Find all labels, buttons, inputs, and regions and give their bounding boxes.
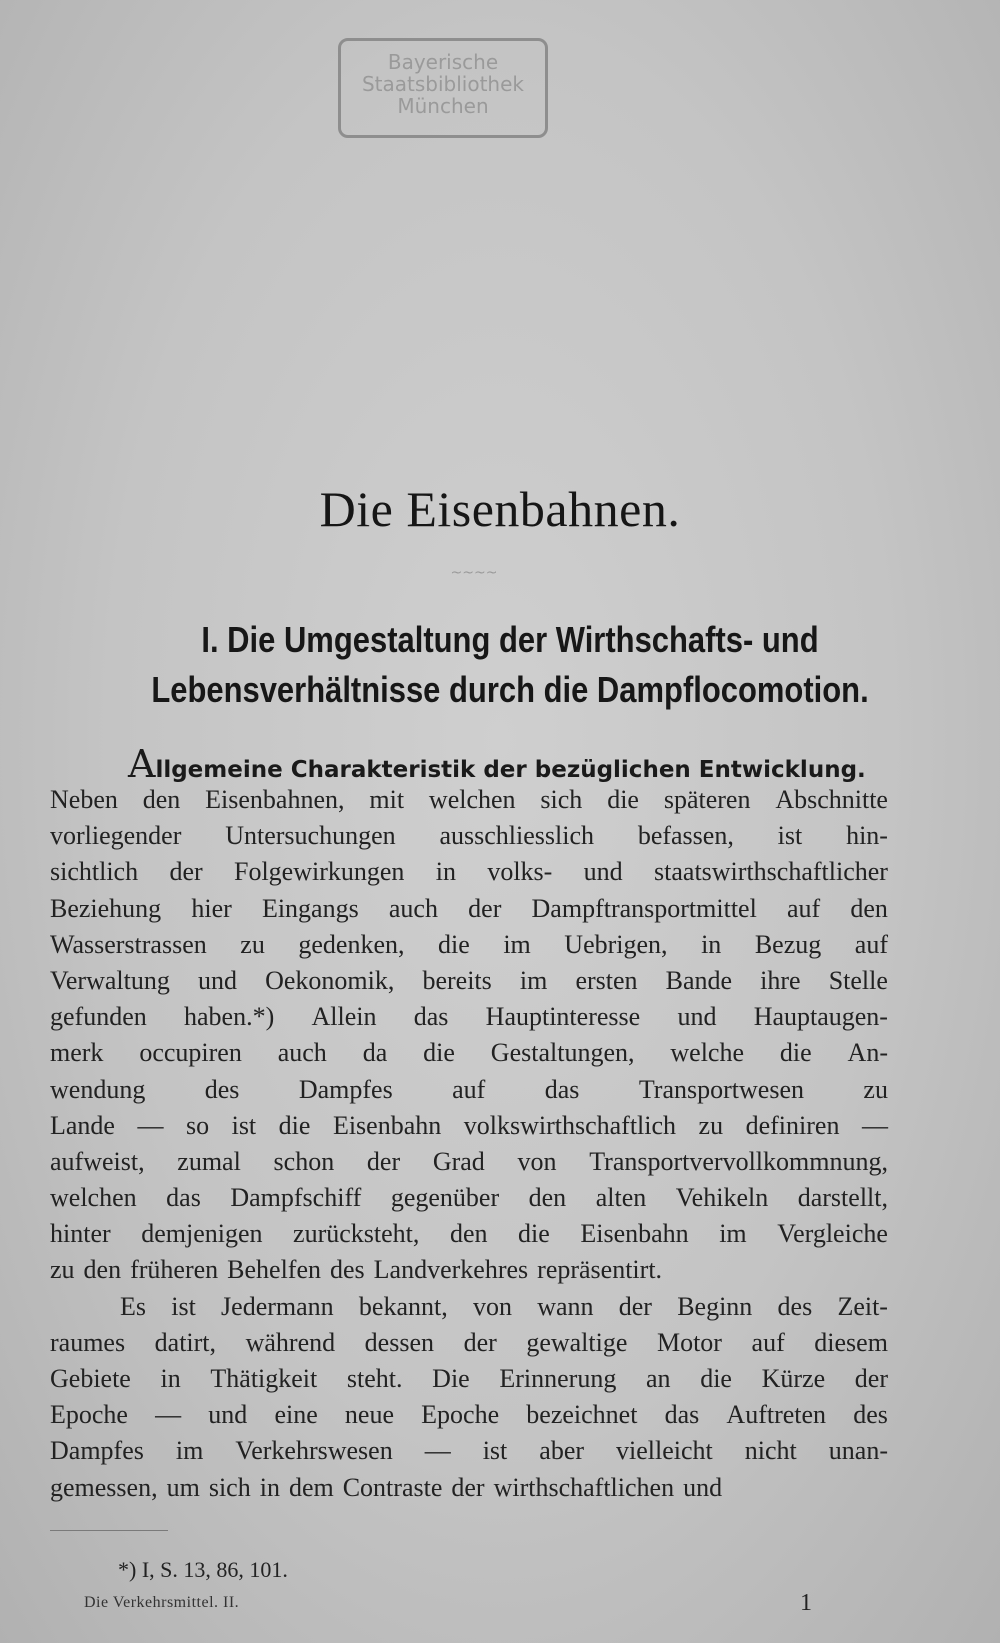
word: alten (595, 1183, 647, 1213)
word: im (519, 965, 548, 995)
word: und (677, 1002, 717, 1032)
word: aufweist, (50, 1146, 145, 1176)
word: des (853, 1400, 888, 1430)
word: Gebiete (50, 1364, 131, 1393)
word: haben.*) (184, 1002, 275, 1032)
word: Beginn (677, 1291, 753, 1321)
word: im (719, 1219, 747, 1249)
word: die (518, 1219, 550, 1249)
word: die (700, 1364, 732, 1393)
body-line (50, 999, 888, 1035)
word: sichtlich (50, 857, 139, 887)
footnote-rule (50, 1530, 168, 1531)
word: Epoche (421, 1400, 500, 1430)
stamp-line-2: Staatsbibliothek (361, 72, 524, 96)
word: ersten (575, 965, 638, 995)
word: definiren (745, 1110, 840, 1140)
body-text (50, 782, 888, 1506)
word: neue (344, 1400, 394, 1430)
word: der (618, 1291, 652, 1321)
word: sich (540, 785, 583, 814)
word: ist (482, 1436, 508, 1466)
word: volks- (487, 857, 553, 887)
word: Lande (50, 1110, 115, 1140)
word: Verkehrswesen (235, 1436, 393, 1466)
word: da (362, 1038, 388, 1068)
body-line (50, 891, 888, 927)
word: Transportwesen (638, 1074, 804, 1104)
word: das (544, 1074, 580, 1104)
word: aber (539, 1436, 585, 1466)
word: zu (698, 1110, 724, 1140)
word: Epoche (50, 1400, 128, 1430)
word: Bezug (754, 929, 822, 959)
word: Landverkehres (373, 1255, 529, 1285)
word: Wasserstrassen (50, 929, 207, 959)
word: früheren (130, 1255, 219, 1285)
section-heading-line-1: I. Die Umgestaltung der Wirthschafts- und (201, 619, 819, 660)
word: gewaltige (526, 1327, 628, 1357)
word: Es (120, 1291, 146, 1321)
word: Eisenbahnen, (205, 785, 345, 814)
word: Abschnitte (775, 785, 888, 814)
word: hinter (50, 1219, 111, 1249)
word: ist (171, 1291, 196, 1321)
word: der (169, 857, 203, 887)
library-stamp (338, 38, 548, 138)
word: Thätigkeit (210, 1364, 318, 1393)
word: gedenken, (298, 929, 405, 959)
word: bezeichnet (526, 1400, 638, 1430)
word: Uebrigen, (564, 929, 668, 959)
word: auf (452, 1074, 486, 1104)
word: des (777, 1291, 813, 1321)
word: an (646, 1364, 671, 1393)
word: des (330, 1255, 365, 1285)
word: Auftreten (726, 1400, 827, 1430)
signature-line: Die Verkehrsmittel. II. (84, 1594, 240, 1611)
word: und (683, 1472, 723, 1502)
word: Jedermann (221, 1291, 334, 1321)
word: raumes (50, 1327, 126, 1357)
word: dem (288, 1472, 334, 1502)
word: gemessen, (50, 1472, 158, 1502)
word: der (451, 1472, 485, 1502)
word: des (204, 1074, 240, 1104)
drop-initial: A (128, 742, 156, 786)
page-title: Die Eisenbahnen. (319, 481, 681, 537)
body-line (50, 1180, 888, 1216)
word: das (413, 1002, 449, 1032)
word: von (472, 1291, 512, 1321)
subsection-heading (128, 742, 928, 786)
page-number: 1 (800, 1590, 812, 1616)
word: den (449, 1219, 488, 1249)
body-line (50, 1144, 888, 1180)
word: Eisenbahn (580, 1219, 689, 1249)
word: bereits (422, 965, 492, 995)
word: welchen (428, 785, 516, 814)
word: das (664, 1400, 700, 1430)
word: hin- (846, 821, 888, 851)
word: Folgewirkungen (233, 857, 405, 887)
word: vorliegender (50, 821, 182, 851)
word: — (861, 1110, 888, 1140)
word: An- (847, 1038, 888, 1068)
word: gegenüber (390, 1183, 500, 1213)
body-line (50, 818, 888, 854)
word: den (142, 785, 181, 814)
word: auch (388, 893, 438, 923)
word: Grad (432, 1146, 485, 1176)
word: unan- (828, 1436, 888, 1466)
word: im (503, 929, 531, 959)
word: in (160, 1364, 181, 1393)
word: Behelfen (227, 1255, 321, 1285)
word: und (197, 965, 237, 995)
body-line (50, 963, 888, 999)
word: Beziehung (50, 893, 162, 923)
word: die (278, 1110, 311, 1140)
body-line (50, 1035, 888, 1071)
word: ausschliesslich (439, 821, 594, 851)
subsection-heading-text: llgemeine Charakteristik der bezüglichen Entwicklung. (155, 757, 866, 783)
word: occupiren (139, 1038, 242, 1068)
word: den (528, 1183, 567, 1213)
word: wendung (50, 1074, 146, 1104)
word: der (468, 893, 502, 923)
body-line (50, 927, 888, 963)
word: hier (191, 893, 232, 923)
section-heading (114, 615, 905, 715)
word: Hauptinteresse (485, 1002, 641, 1032)
body-line (50, 1252, 888, 1288)
word: nicht (744, 1436, 797, 1466)
word: Hauptaugen- (753, 1002, 888, 1032)
word: schon (273, 1146, 335, 1176)
word: den (850, 893, 888, 923)
word: zurücksteht, (293, 1219, 420, 1249)
word: von (517, 1146, 557, 1176)
stamp-line-3: München (397, 94, 489, 118)
word: während (245, 1327, 336, 1357)
word: den (83, 1255, 122, 1285)
word: so (185, 1110, 210, 1140)
word: Verwaltung (50, 965, 170, 995)
word: zu (240, 929, 265, 959)
word: welche (670, 1038, 744, 1068)
word: staatswirthschaftlicher (654, 857, 888, 887)
body-line (50, 854, 888, 890)
word: sich (208, 1472, 251, 1502)
word: befassen, (637, 821, 734, 851)
word: bekannt, (358, 1291, 448, 1321)
word: — (424, 1436, 451, 1466)
footnote: *) I, S. 13, 86, 101. (118, 1557, 288, 1582)
word: wann (537, 1291, 594, 1321)
word: wirthschaftlichen (493, 1472, 675, 1502)
section-heading-line-2: Lebensverhältnisse durch die Dampflocomotion. (151, 669, 869, 710)
word: die (779, 1038, 812, 1068)
word: auch (277, 1038, 327, 1068)
word: Bande (665, 965, 733, 995)
body-line (50, 1108, 888, 1144)
word: in (435, 857, 456, 887)
word: im (175, 1436, 204, 1466)
word: zu (863, 1074, 888, 1104)
word: Die (432, 1364, 470, 1393)
word: Oekonomik, (265, 965, 395, 995)
body-line (50, 1433, 888, 1469)
word: mit (369, 785, 405, 814)
word: demjenigen (141, 1219, 263, 1249)
word: Contraste (342, 1472, 443, 1502)
word: in (701, 929, 722, 959)
word: Transportvervollkommnung, (589, 1146, 888, 1176)
word: Kürze (761, 1364, 826, 1393)
word: Vergleiche (777, 1219, 888, 1249)
word: Neben (50, 785, 118, 814)
word: Untersuchungen (225, 821, 396, 851)
word: auf (854, 929, 888, 959)
word: ihre (760, 965, 801, 995)
word: Stelle (828, 965, 888, 995)
word: Eingangs (261, 893, 359, 923)
word: späteren (663, 785, 751, 814)
word: die (423, 1038, 455, 1068)
word: um (166, 1472, 200, 1502)
word: darstellt, (797, 1183, 888, 1213)
word: und (583, 857, 623, 887)
word: die (438, 929, 470, 959)
word: volkswirthschaftlich (463, 1110, 677, 1140)
body-line (50, 1470, 888, 1506)
word: Motor (656, 1327, 722, 1357)
word: Dampfschiff (230, 1183, 362, 1213)
word: repräsentirt. (537, 1255, 663, 1285)
body-line (50, 1289, 888, 1325)
word: Dampfes (50, 1436, 144, 1466)
word: der (366, 1146, 401, 1176)
word: eine (274, 1400, 318, 1430)
word: der (854, 1364, 888, 1393)
word: welchen (50, 1183, 137, 1213)
word: Allein (311, 1002, 377, 1032)
word: ist (231, 1110, 257, 1140)
word: vielleicht (616, 1436, 713, 1466)
word: das (166, 1183, 201, 1213)
word: Dampftransportmittel (531, 893, 757, 923)
word: Dampfes (298, 1074, 393, 1104)
word: die (607, 785, 639, 814)
word: gefunden (50, 1002, 147, 1032)
word: auf (751, 1327, 785, 1357)
word: zu (50, 1255, 75, 1285)
body-line (50, 782, 888, 818)
word: der (463, 1327, 497, 1357)
word: ist (777, 821, 803, 851)
word: und (208, 1400, 248, 1430)
word: Zeit- (837, 1291, 888, 1321)
word: Erinnerung (499, 1364, 617, 1393)
body-line (50, 1361, 888, 1397)
word: merk (50, 1038, 104, 1068)
word: steht. (346, 1364, 403, 1393)
word: diesem (814, 1327, 888, 1357)
word: in (259, 1472, 280, 1502)
word: — (137, 1110, 164, 1140)
body-line (50, 1397, 888, 1433)
title-ornament: ~~~~ (450, 565, 498, 581)
stamp-line-1: Bayerische (387, 50, 499, 74)
body-line (50, 1216, 888, 1252)
word: datirt, (154, 1327, 217, 1357)
word: zumal (177, 1146, 241, 1176)
word: Eisenbahn (332, 1110, 442, 1140)
word: dessen (364, 1327, 434, 1357)
body-line (50, 1072, 888, 1108)
word: Gestaltungen, (490, 1038, 635, 1068)
body-line (50, 1325, 888, 1361)
word: auf (786, 893, 821, 923)
word: Vehikeln (675, 1183, 769, 1213)
word: — (155, 1400, 182, 1430)
